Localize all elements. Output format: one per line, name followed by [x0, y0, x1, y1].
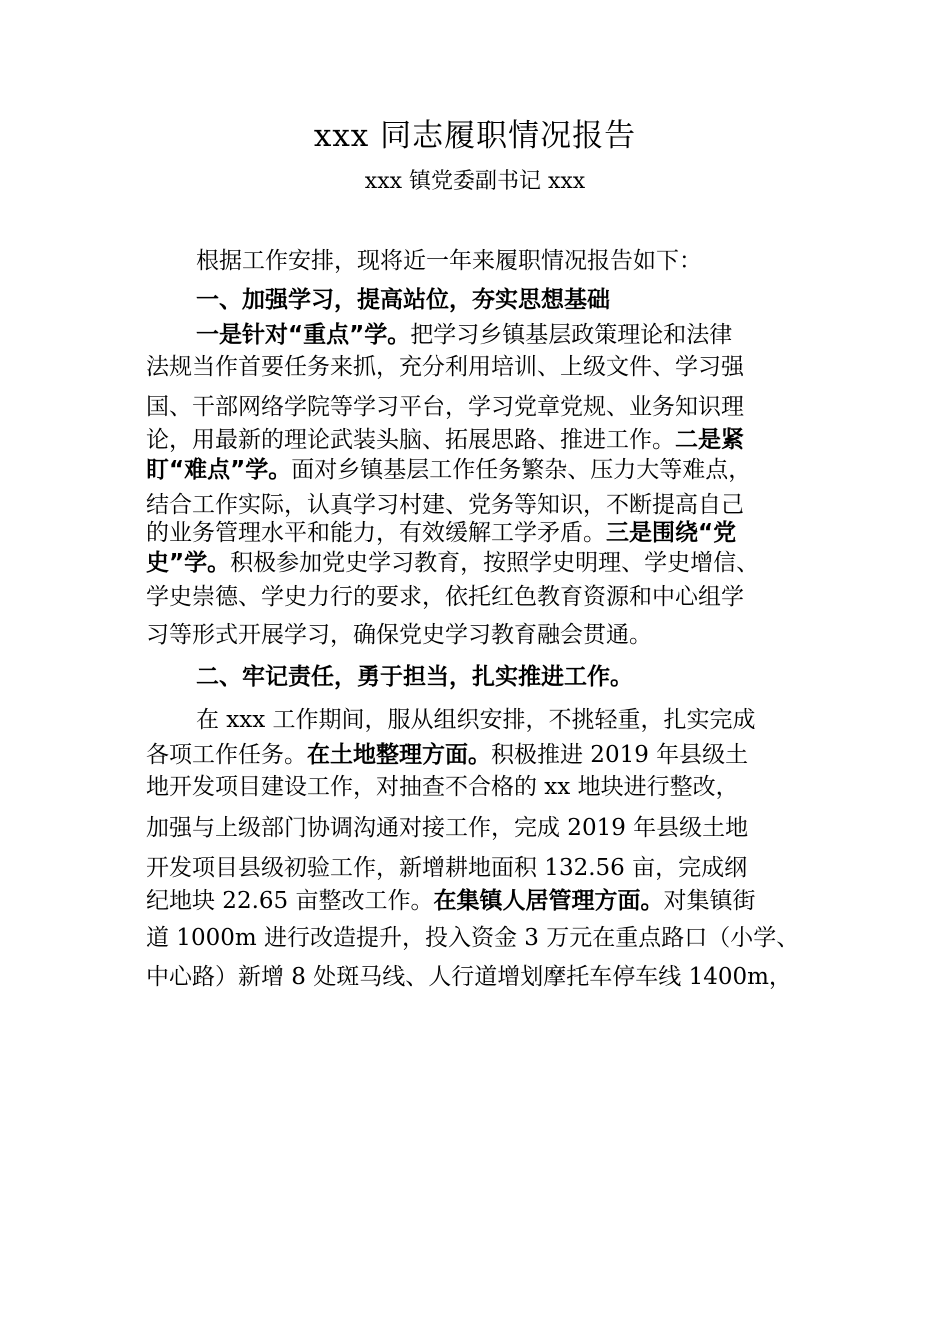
text-run: 面对乡镇基层工作任务繁杂、压力大等难点， — [291, 457, 752, 483]
body-line — [196, 244, 826, 278]
body-line — [146, 770, 826, 804]
body-line — [146, 738, 826, 772]
body-line — [146, 618, 826, 652]
text-run: 对集镇街 — [663, 888, 756, 914]
body-line — [146, 884, 826, 918]
text-run: 结合工作实际，认真学习村建、党务等知识，不断提高自己 — [146, 492, 744, 518]
text-run: 学史崇德、学史力行的要求，依托红色教育资源和中心组学 — [146, 584, 744, 610]
text-run: 地开发项目建设工作，对抽查不合格的 xx 地块进行整改， — [146, 774, 739, 800]
text-run: 论，用最新的理论武装头脑、拓展思路、推进工作。 — [146, 427, 675, 453]
body-line — [196, 283, 826, 317]
bold-text-run: 在集镇人居管理方面。 — [433, 888, 664, 914]
body-line — [196, 318, 826, 352]
body-line — [196, 660, 826, 694]
text-run: 纪地块 22.65 亩整改工作。 — [146, 888, 434, 914]
body-line — [146, 453, 826, 487]
text-run: 积极推进 2019 年县级土 — [491, 742, 749, 768]
text-run: 道 1000m 进行改造提升，投入资金 3 万元在重点路口（小学、 — [146, 925, 800, 951]
body-line — [146, 350, 826, 384]
bold-text-run: 盯“难点”学。 — [146, 457, 292, 483]
body-line — [146, 580, 826, 614]
bold-text-run: 二、牢记责任，勇于担当，扎实推进工作。 — [196, 664, 633, 690]
text-run: 在 xxx 工作期间，服从组织安排，不挑轻重，扎实完成 — [196, 707, 756, 733]
body-line — [146, 516, 826, 550]
body-line — [146, 546, 826, 580]
text-run: 把学习乡镇基层政策理论和法律 — [410, 322, 733, 348]
body-line — [146, 851, 826, 885]
document-subtitle: xxx 镇党委副书记 xxx — [364, 169, 586, 194]
text-run: 根据工作安排，现将近一年来履职情况报告如下： — [196, 248, 702, 274]
bold-text-run: 二是紧 — [675, 427, 744, 453]
document-title: xxx 同志履职情况报告 — [313, 118, 637, 154]
bold-text-run: 一是针对“重点”学。 — [196, 322, 411, 348]
text-run: 法规当作首要任务来抓，充分利用培训、上级文件、学习强 — [146, 354, 744, 380]
body-line — [146, 960, 826, 994]
text-run: 加强与上级部门协调沟通对接工作，完成 2019 年县级土地 — [146, 815, 749, 841]
text-run: 习等形式开展学习，确保党史学习教育融会贯通。 — [146, 622, 652, 648]
bold-text-run: 在土地整理方面。 — [307, 742, 491, 768]
text-run: 开发项目县级初验工作，新增耕地面积 132.56 亩，完成纲 — [146, 855, 748, 881]
text-run: 的业务管理水平和能力，有效缓解工学矛盾。 — [146, 520, 606, 546]
bold-text-run: 史”学。 — [146, 550, 231, 576]
bold-text-run: 三是围绕“党 — [606, 520, 737, 546]
text-run: 国、干部网络学院等学习平台，学习党章党规、业务知识理 — [146, 394, 744, 420]
body-line — [146, 423, 826, 457]
text-run: 中心路）新增 8 处斑马线、人行道增划摩托车停车线 1400m， — [146, 964, 792, 990]
body-line — [196, 703, 826, 737]
text-run: 各项工作任务。 — [146, 742, 307, 768]
bold-text-run: 一、加强学习，提高站位，夯实思想基础 — [196, 287, 610, 313]
body-line — [146, 921, 826, 955]
body-line — [146, 811, 826, 845]
body-line — [146, 390, 826, 424]
text-run: 积极参加党史学习教育，按照学史明理、学史增信、 — [230, 550, 760, 576]
